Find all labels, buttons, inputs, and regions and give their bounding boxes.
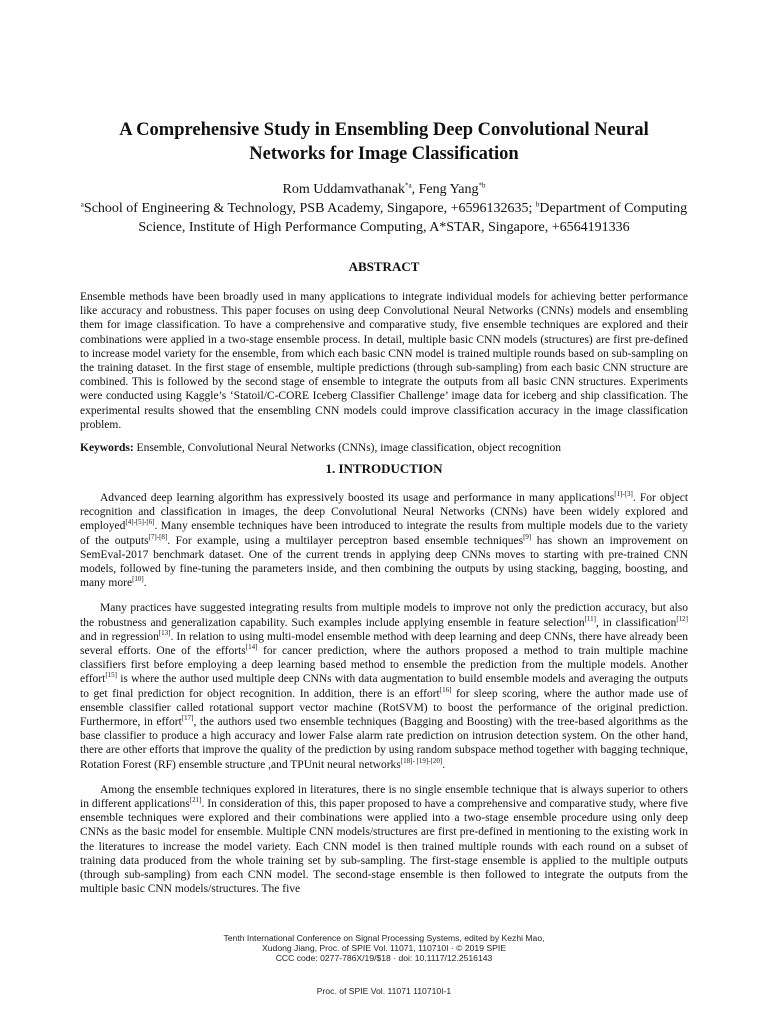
section-heading-introduction: 1. INTRODUCTION <box>325 461 443 476</box>
abstract-heading: ABSTRACT <box>348 259 420 274</box>
text-run: Among the ensemble techniques explored in literatures, there is no single ensemble technique that is always superior to others in different applications <box>80 783 688 811</box>
text-run: . In consideration of this, this paper proposed to have a comprehensive and comparative study, where five ensemble techniques were explored and their combinations were applied into a two-stage ensemble procedure using only deep CNNs as the basic model for ensemble. Multiple CNN models/structures are first pre-defined in mentioning to the existing work in the literatures to increase the model variety. Each CNN model is then trained multiple rounds with each round on a subset of training data produced from the whole training set by sub-sampling. The first-stage ensemble is applied to the multiple outputs (through sub-sampling) from each CNN model. The second-stage ensemble is then followed to integrate the outputs from the multiple basic CNN models/structures. The five <box>80 798 688 896</box>
page-identifier: Proc. of SPIE Vol. 11071 110710I-1 <box>316 986 452 996</box>
citation: [17] <box>181 714 194 723</box>
citation: [18]- [19]-[20] <box>400 756 443 765</box>
title-line-2: Networks for Image Classification <box>249 144 519 164</box>
text-run: Many practices have suggested integrating results from multiple models to improve not only the prediction accuracy, but also the robustness and generalization capability. Such examples include applying ensemble in feature selection <box>80 602 688 629</box>
abstract-text: Ensemble methods have been broadly used in many applications to integrate individual models for achieving better performance like accuracy and robustness. This paper focuses on using deep Convolutional Neural Networks (CNNs) models and ensembling them for image classification. To have a comprehensive and comparative study, five ensemble techniques are explored and their combinations were applied in a two-stage ensemble process. In detail, multiple basic CNN models (structures) are first pre-defined to increase model variety for the ensemble, from which each basic CNN model is trained multiple rounds based on sub-sampling on the training dataset. In the first stage of ensemble, multiple predictions (through sub-sampling) from each basic CNN structure are combined. This is followed by the second stage of ensemble to integrate the outputs from all basic CNN structures. Experiments were conducted using Kaggle’s ‘Statoil/C-CORE Iceberg Classifier Challenge’ image data for iceberg and ship classification. The experimental results showed that the ensembling CNN models could improve classification accuracy in the image classification problem. <box>80 291 688 431</box>
keywords-label: Keywords: <box>80 442 134 454</box>
citation: [12] <box>676 614 688 623</box>
author-1-name: Rom Uddamvathanak <box>282 182 405 197</box>
citation: [14] <box>245 643 258 652</box>
text-run: , the authors used two ensemble techniques (Bagging and Boosting) with the tree-based algorithms as the base classifier to produce a high accuracy and lower False alarm rate prediction on intrusion detection system. On the other hand, there are other efforts that improve the quality of the prediction by using random subspace method together with bagging technique, Rotation Forest (RF) ensemble structure ,and TPUnit neural networks <box>80 716 689 771</box>
citation: [11] <box>584 614 596 623</box>
introduction-body <box>80 491 688 907</box>
citation: [13] <box>158 629 171 637</box>
text-run: . For object recognition and classification in images, the deep Convolutional Neural Networks (CNNs) have been widely explored and employed <box>80 492 689 533</box>
citation: [7]-[8] <box>148 532 168 541</box>
affil-a-mark: a <box>80 200 84 209</box>
citation: [4]-[5]-[6] <box>125 518 155 527</box>
footer-line-3: CCC code: 0277-786X/19/$18 · doi: 10.1117/12.2516143 <box>275 953 493 964</box>
text-run: Advanced deep learning algorithm has expressively boosted its usage and performance in many applications <box>100 492 615 504</box>
intro-paragraph-2 <box>80 601 688 771</box>
footer-line-2: Xudong Jiang, Proc. of SPIE Vol. 11071, 110710I · © 2019 SPIE <box>262 943 506 954</box>
keywords-line <box>80 441 688 456</box>
author-separator: , <box>411 182 419 197</box>
text-run: . <box>143 577 147 590</box>
text-run: is where the author used multiple deep CNNs with data augmentation to build ensemble models and averaging the outputs to get final prediction for object recognition. In addition, there is an effort <box>80 673 688 700</box>
affil-b-mark: b <box>535 200 540 209</box>
footer-line-1: Tenth International Conference on Signal Processing Systems, edited by Kezhi Mao, <box>223 933 545 943</box>
text-run: , in classification <box>595 616 677 629</box>
text-run: . Many ensemble techniques have been introduced to integrate the results from multiple models due to the variety of the outputs <box>80 520 688 547</box>
author-2-affil-mark: *b <box>478 181 486 190</box>
text-run: . In relation to using multi-model ensemble method with deep learning and deep CNNs, there have already been several efforts. One of the efforts <box>80 630 688 658</box>
conference-footer <box>0 933 768 964</box>
keywords-list: Ensemble, Convolutional Neural Networks (CNNs), image classification, object recognition <box>133 442 561 454</box>
author-list <box>40 180 728 199</box>
author-1-affil-mark: *a <box>404 181 412 190</box>
intro-paragraph-3 <box>80 783 688 897</box>
author-2-name: Feng Yang <box>418 182 479 197</box>
affil-a-text: School of Engineering & Technology, PSB Academy, Singapore, +6596132635; <box>83 201 536 216</box>
citation: [9] <box>523 532 532 541</box>
intro-paragraph-1 <box>80 491 688 590</box>
text-run: has shown an improvement on SemEval-2017 benchmark dataset. One of the current trends in applying deep CNNs moves to starting with pre-trained CNN models, followed by fine-tuning the parameters inside, and then combining the outputs by using stacking, bagging, boosting, and many more <box>80 534 688 590</box>
citation: [1]-[3] <box>614 490 633 499</box>
citation: [21] <box>189 796 202 805</box>
text-run: for sleep scoring, where the author made use of ensemble classifier called rotational support vector machine (RotSVM) to boost the performance of the original prediction. Furthermore, in effort <box>80 687 688 729</box>
text-run: . For example, using a multilayer perceptron based ensemble techniques <box>167 534 524 547</box>
affiliations <box>60 199 708 237</box>
text-run: and in regression <box>80 630 159 643</box>
citation: [15] <box>105 671 118 680</box>
paper-title <box>60 118 708 166</box>
citation: [10] <box>132 575 144 584</box>
text-run: . <box>442 758 446 771</box>
text-run: for cancer prediction, where the authors proposed a method to train multiple machine classifiers first before employing a deep learning based method to ensemble the prediction from the multiple models. Another effort <box>80 645 688 686</box>
title-line-1: A Comprehensive Study in Ensembling Deep Convolutional Neural <box>119 120 649 140</box>
affil-b-text: Department of Computing Science, Institute of High Performance Computing, A*STAR, Singapore, +6564191336 <box>138 201 688 235</box>
citation: [16] <box>439 685 452 694</box>
